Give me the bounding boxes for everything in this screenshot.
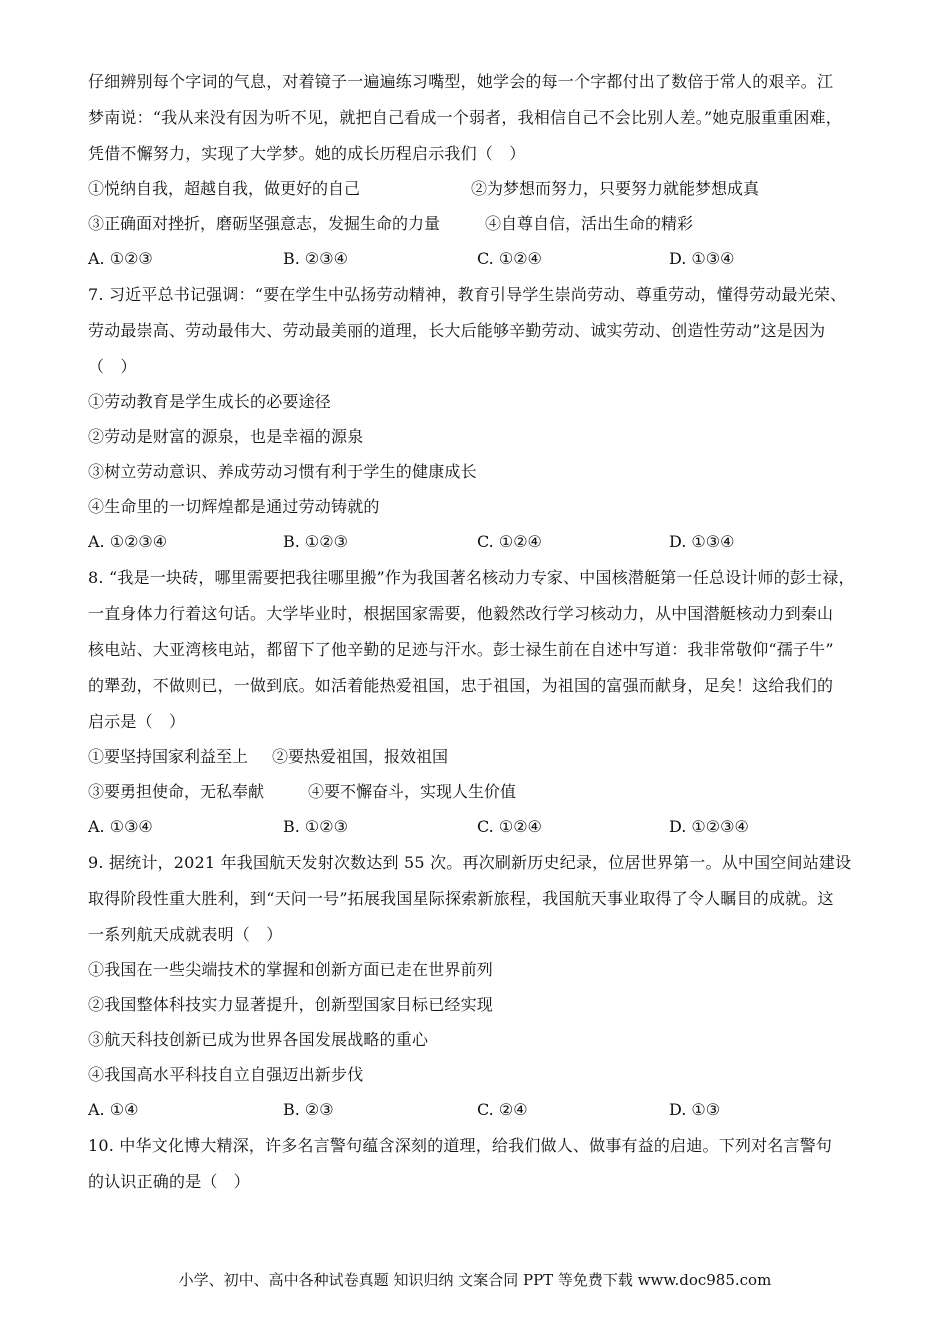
q10-stem-line: 10. 中华文化博大精深，许多名言警句蕴含深刻的道理，给我们做人、做事有益的启迪。下列对名言警句 (88, 1136, 833, 1155)
q6-options (88, 249, 878, 269)
q8-option-d[interactable]: D. ①②③④ (669, 817, 749, 836)
q7-stem-line: （ ） (88, 357, 137, 376)
q8-items-row-1 (88, 747, 878, 767)
q7-option-b[interactable]: B. ①②③ (283, 532, 348, 551)
q7-item-4: ④生命里的一切辉煌都是通过劳动铸就的 (88, 497, 380, 516)
question-10 (88, 1136, 878, 1192)
q9-option-c[interactable]: C. ②④ (477, 1100, 528, 1119)
q9-item-1: ①我国在一些尖端技术的掌握和创新方面已走在世界前列 (88, 960, 494, 979)
q8-item-4: ④要不懈奋斗，实现人生价值 (308, 782, 517, 801)
q8-stem-line: 8. “我是一块砖，哪里需要把我往哪里搬”作为我国著名核动力专家、中国核潜艇第一任总设计师的彭士禄， (88, 568, 855, 587)
question-8 (88, 568, 878, 837)
q8-option-a[interactable]: A. ①③④ (88, 817, 153, 836)
q9-item-2: ②我国整体科技实力显著提升，创新型国家目标已经实现 (88, 995, 494, 1014)
question-9 (88, 853, 878, 1120)
q9-stem-line: 取得阶段性重大胜利，到“天问一号”拓展我国星际探索新旅程，我国航天事业取得了令人瞩目的成就。这 (88, 889, 834, 908)
q6-stem-line: 仔细辨别每个字词的气息，对着镜子一遍遍练习嘴型，她学会的每一个字都付出了数倍于常人的艰辛。江 (88, 72, 834, 91)
q6-stem-line: 梦南说：“我从来没有因为听不见，就把自己看成一个弱者，我相信自己不会比别人差。”她克服重重困难， (88, 108, 842, 127)
q8-item-3: ③要勇担使命，无私奉献 (88, 782, 265, 801)
page-footer: 小学、初中、高中各种试卷真题 知识归纳 文案合同 PPT 等免费下载 www.doc985.com (178, 1271, 772, 1289)
q9-option-d[interactable]: D. ①③ (669, 1100, 721, 1119)
q6-stem-line: 凭借不懈努力，实现了大学梦。她的成长历程启示我们（ ） (88, 144, 526, 163)
q6-option-d[interactable]: D. ①③④ (669, 249, 735, 268)
question-7 (88, 285, 878, 552)
q6-items-row-2 (88, 214, 878, 234)
q7-stem-line: 劳动最崇高、劳动最伟大、劳动最美丽的道理，长大后能够辛勤劳动、诚实劳动、创造性劳动”这是因为 (88, 321, 826, 340)
q9-options (88, 1100, 878, 1120)
q8-stem-line: 启示是（ ） (88, 712, 186, 731)
q7-item-2: ②劳动是财富的源泉，也是幸福的源泉 (88, 427, 364, 446)
q8-stem-line: 的犟劲，不做则已，一做到底。如活着能热爱祖国，忠于祖国，为祖国的富强而献身，足矣！这给我们的 (88, 676, 834, 695)
q7-item-1: ①劳动教育是学生成长的必要途径 (88, 392, 332, 411)
q8-stem-line: 核电站、大亚湾核电站，都留下了他辛勤的足迹与汗水。彭士禄生前在自述中写道：我非常敬仰“孺子牛” (88, 640, 834, 659)
q9-option-b[interactable]: B. ②③ (283, 1100, 334, 1119)
q6-item-4: ④自尊自信，活出生命的精彩 (485, 214, 694, 233)
q7-option-d[interactable]: D. ①③④ (669, 532, 735, 551)
q9-option-a[interactable]: A. ①④ (88, 1100, 139, 1119)
q6-option-a[interactable]: A. ①②③ (88, 249, 153, 268)
q6-option-b[interactable]: B. ②③④ (283, 249, 348, 268)
q7-options (88, 532, 878, 552)
q8-items-row-2 (88, 782, 878, 802)
q7-option-c[interactable]: C. ①②④ (477, 532, 542, 551)
q6-items-row-1 (88, 179, 878, 199)
q8-option-c[interactable]: C. ①②④ (477, 817, 542, 836)
q10-stem-line: 的认识正确的是（ ） (88, 1172, 251, 1191)
q9-item-3: ③航天科技创新已成为世界各国发展战略的重心 (88, 1030, 429, 1049)
q8-item-2: ②要热爱祖国，报效祖国 (272, 747, 449, 766)
q9-stem-line: 一系列航天成就表明（ ） (88, 925, 283, 944)
q8-stem-line: 一直身体力行着这句话。大学毕业时，根据国家需要，他毅然改行学习核动力，从中国潜艇核动力到秦山 (88, 604, 834, 623)
question-6 (88, 72, 878, 269)
q8-options (88, 817, 878, 837)
q6-item-2: ②为梦想而努力，只要努力就能梦想成真 (471, 179, 760, 198)
q6-option-c[interactable]: C. ①②④ (477, 249, 542, 268)
q8-option-b[interactable]: B. ①②③ (283, 817, 348, 836)
page-content (88, 72, 878, 1192)
q7-option-a[interactable]: A. ①②③④ (88, 532, 168, 551)
q6-item-3: ③正确面对挫折，磨砺坚强意志，发掘生命的力量 (88, 214, 441, 233)
q7-item-3: ③树立劳动意识、养成劳动习惯有利于学生的健康成长 (88, 462, 477, 481)
q8-item-1: ①要坚持国家利益至上 (88, 747, 249, 766)
q9-stem-line: 9. 据统计，2021 年我国航天发射次数达到 55 次。再次刷新历史纪录，位居世界第一。从中国空间站建设 (88, 853, 852, 872)
q9-item-4: ④我国高水平科技自立自强迈出新步伐 (88, 1065, 364, 1084)
q7-stem-line: 7. 习近平总书记强调：“要在学生中弘扬劳动精神，教育引导学生崇尚劳动、尊重劳动，懂得劳动最光荣、 (88, 285, 847, 304)
q6-item-1: ①悦纳自我，超越自我，做更好的自己 (88, 179, 361, 198)
